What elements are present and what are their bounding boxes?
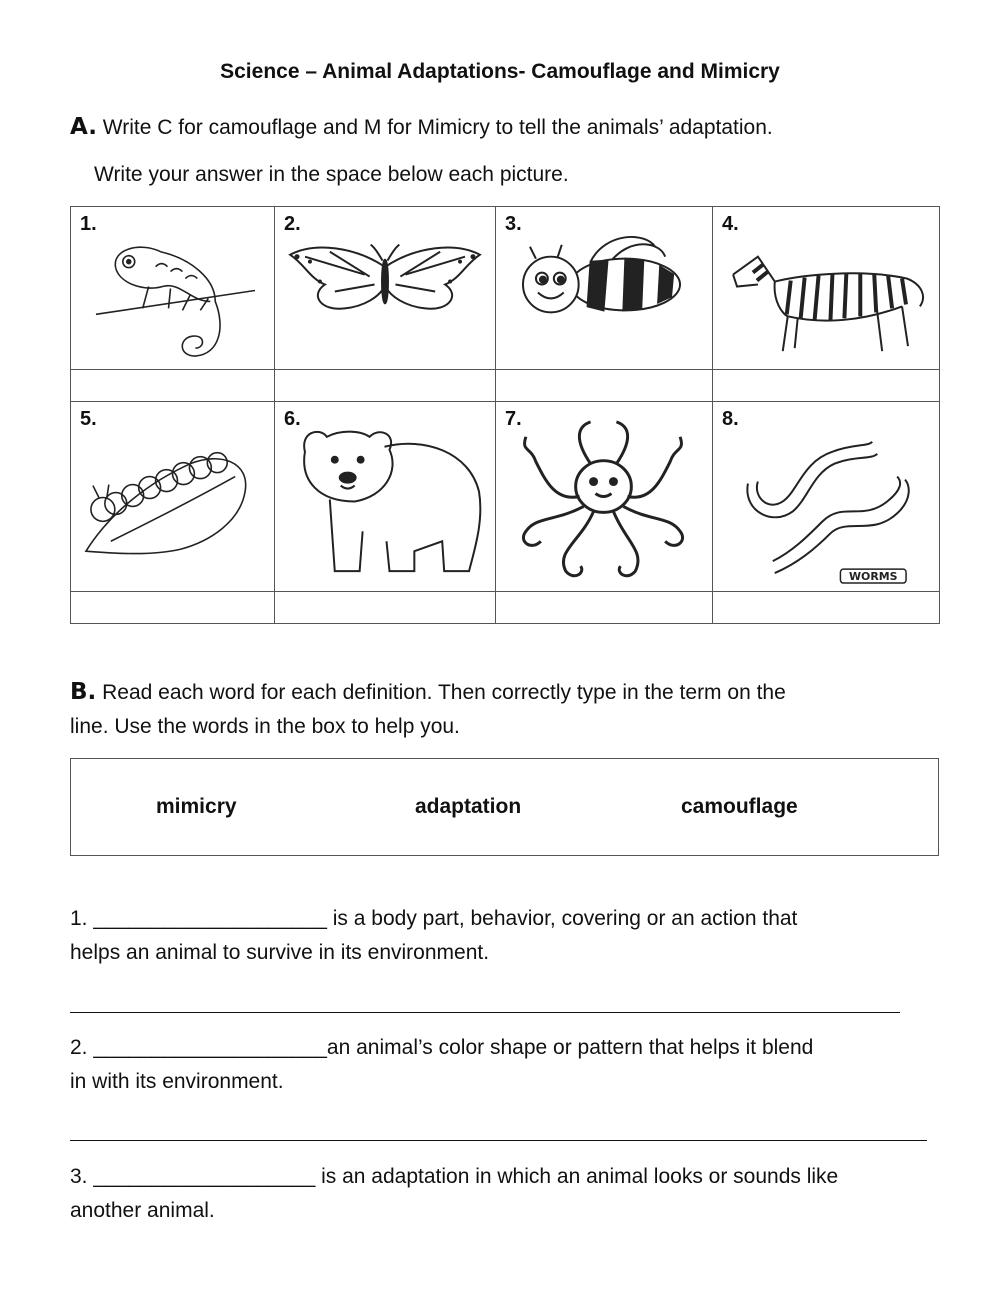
answer-line-2[interactable] [70,1140,927,1141]
answer-cell-1[interactable] [71,370,275,402]
picture-cell-2 [275,207,496,370]
item-number: 2. [284,213,301,235]
picture-cell-8 [713,402,940,592]
word-bank [70,758,939,856]
zebra-icon [713,207,939,369]
question-3 [70,1160,838,1228]
item-number: 5. [80,408,97,430]
caterpillar-icon [71,402,274,591]
answer-cell-4[interactable] [713,370,940,402]
picture-cell-6 [275,402,496,592]
item-number: 3. [505,213,522,235]
question-text: another animal. [70,1199,215,1222]
question-text: 2. ____________________an animal’s color shape or pattern that helps it blend [70,1036,814,1059]
picture-cell-1 [71,207,275,370]
word-bank-item: adaptation [415,795,522,818]
bee-icon [496,207,712,369]
bear-icon [275,402,495,591]
section-a-instruction [70,114,773,140]
section-b-instruction-text: Read each word for each definition. Then correctly type in the term on the [96,681,786,704]
answer-cell-8[interactable] [713,592,940,624]
item-number: 4. [722,213,739,235]
answer-cell-2[interactable] [275,370,496,402]
item-number: 8. [722,408,739,430]
answer-line-1[interactable] [70,1012,900,1013]
picture-cell-4 [713,207,940,370]
picture-cell-3 [496,207,713,370]
worms-label: WORMS [848,570,898,584]
question-text: 3. ___________________ is an adaptation in which an animal looks or sounds like [70,1165,839,1188]
section-a-instruction-2: Write your answer in the space below each picture. [94,163,569,186]
answer-cell-5[interactable] [71,592,275,624]
word-bank-item: mimicry [156,795,237,818]
section-a-letter: A. [70,114,97,140]
picture-cell-7 [496,402,713,592]
section-a-instruction-text: Write C for camouflage and M for Mimicry to tell the animals’ adaptation. [96,116,773,139]
question-text: helps an animal to survive in its environment. [70,941,490,964]
section-b-letter: B. [70,679,97,705]
word-bank-item: camouflage [681,795,798,818]
butterfly-icon [275,207,495,369]
answer-cell-7[interactable] [496,592,713,624]
item-number: 1. [80,213,97,235]
answer-cell-6[interactable] [275,592,496,624]
question-text: 1. ____________________ is a body part, behavior, covering or an action that [70,907,798,930]
question-1 [70,902,797,970]
octopus-icon [496,402,712,591]
item-number: 6. [284,408,301,430]
animal-picture-grid [70,206,940,624]
question-text: in with its environment. [70,1070,284,1093]
answer-cell-3[interactable] [496,370,713,402]
section-b-instruction-2: line. Use the words in the box to help you. [70,715,460,738]
item-number: 7. [505,408,522,430]
chameleon-icon [71,207,274,369]
worksheet-title: Science – Animal Adaptations- Camouflage and Mimicry [220,60,780,83]
section-b-instruction [70,679,786,705]
picture-cell-5 [71,402,275,592]
question-2 [70,1031,813,1099]
worm-icon [713,402,939,591]
